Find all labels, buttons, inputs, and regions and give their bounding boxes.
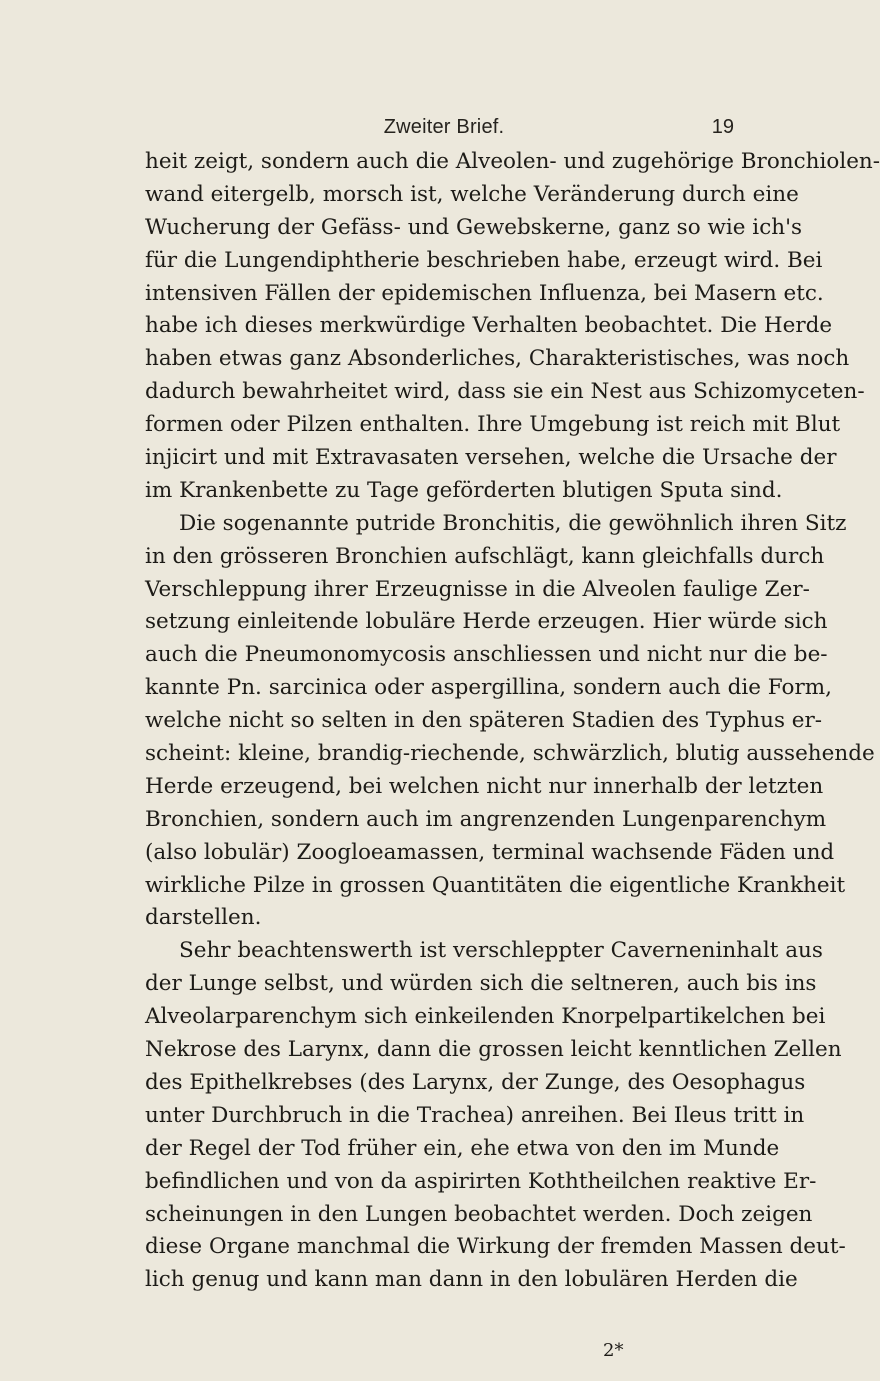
- text-line: setzung einleitende lobuläre Herde erzeugen. Hier würde sich: [145, 609, 828, 635]
- text-line: im Krankenbette zu Tage geförderten blutigen Sputa sind.: [145, 477, 783, 503]
- text-line: der Regel der Tod früher ein, ehe etwa von den im Munde: [145, 1135, 780, 1161]
- text-line: darstellen.: [145, 905, 262, 931]
- text-line: heit zeigt, sondern auch die Alveolen- und zugehörige Bronchiolen-: [145, 149, 880, 174]
- text-line: unter Durchbruch in die Trachea) anreihen. Bei Ileus tritt in: [145, 1102, 805, 1128]
- text-line: injicirt und mit Extravasaten versehen, welche die Ursache der: [145, 445, 837, 471]
- page-number: 19: [711, 116, 734, 138]
- text-line: formen oder Pilzen enthalten. Ihre Umgebung ist reich mit Blut: [145, 412, 841, 438]
- text-line: (also lobulär) Zoogloeamassen, terminal wachsende Fäden und: [145, 839, 835, 865]
- text-line: Alveolarparenchym sich einkeilenden Knorpelpartikelchen bei: [145, 1004, 826, 1030]
- text-line: wirkliche Pilze in grossen Quantitäten die eigentliche Krankheit: [145, 872, 846, 898]
- text-line: habe ich dieses merkwürdige Verhalten beobachtet. Die Herde: [145, 313, 833, 339]
- text-line: welche nicht so selten in den späteren Stadien des Typhus er-: [145, 708, 823, 734]
- signature-mark: 2*: [603, 1340, 624, 1361]
- paragraph-first-line: Die sogenannte putride Bronchitis, die gewöhnlich ihren Sitz: [179, 510, 847, 536]
- text-line: Herde erzeugend, bei welchen nicht nur innerhalb der letzten: [145, 773, 824, 799]
- body-text: [145, 146, 880, 1297]
- text-line: für die Lungendiphtherie beschrieben habe, erzeugt wird. Bei: [145, 247, 823, 273]
- text-line: des Epithelkrebses (des Larynx, der Zunge, des Oesophagus: [145, 1069, 806, 1095]
- text-line: auch die Pneumonomycosis anschliessen und nicht nur die be-: [145, 642, 828, 668]
- running-title: Zweiter Brief.: [383, 116, 505, 138]
- text-line: Wucherung der Gefäss- und Gewebskerne, ganz so wie ich's: [145, 214, 803, 240]
- running-head: [150, 108, 738, 144]
- paragraph-first-line: Sehr beachtenswerth ist verschleppter Caverneninhalt aus: [179, 938, 823, 964]
- text-line: kannte Pn. sarcinica oder aspergillina, sondern auch die Form,: [145, 675, 832, 701]
- text-line: intensiven Fällen der epidemischen Influenza, bei Masern etc.: [145, 280, 824, 306]
- text-line: wand eitergelb, morsch ist, welche Veränderung durch eine: [145, 181, 799, 207]
- text-line: der Lunge selbst, und würden sich die seltneren, auch bis ins: [145, 971, 817, 997]
- text-line: Nekrose des Larynx, dann die grossen leicht kenntlichen Zellen: [145, 1037, 842, 1063]
- text-line: haben etwas ganz Absonderliches, Charakteristisches, was noch: [145, 346, 850, 372]
- text-line: scheinungen in den Lungen beobachtet werden. Doch zeigen: [145, 1201, 813, 1227]
- text-line: in den grösseren Bronchien aufschlägt, kann gleichfalls durch: [145, 543, 825, 569]
- text-line: scheint: kleine, brandig-riechende, schwärzlich, blutig aussehende: [145, 741, 875, 767]
- text-line: lich genug und kann man dann in den lobulären Herden die: [145, 1267, 798, 1293]
- text-line: diese Organe manchmal die Wirkung der fremden Massen deut-: [145, 1234, 846, 1260]
- text-line: befindlichen und von da aspirirten Koththeilchen reaktive Er-: [145, 1168, 817, 1194]
- text-line: dadurch bewahrheitet wird, dass sie ein Nest aus Schizomyceten-: [145, 379, 865, 405]
- text-line: Verschleppung ihrer Erzeugnisse in die Alveolen faulige Zer-: [145, 576, 810, 602]
- text-line: Bronchien, sondern auch im angrenzenden Lungenparenchym: [145, 806, 827, 832]
